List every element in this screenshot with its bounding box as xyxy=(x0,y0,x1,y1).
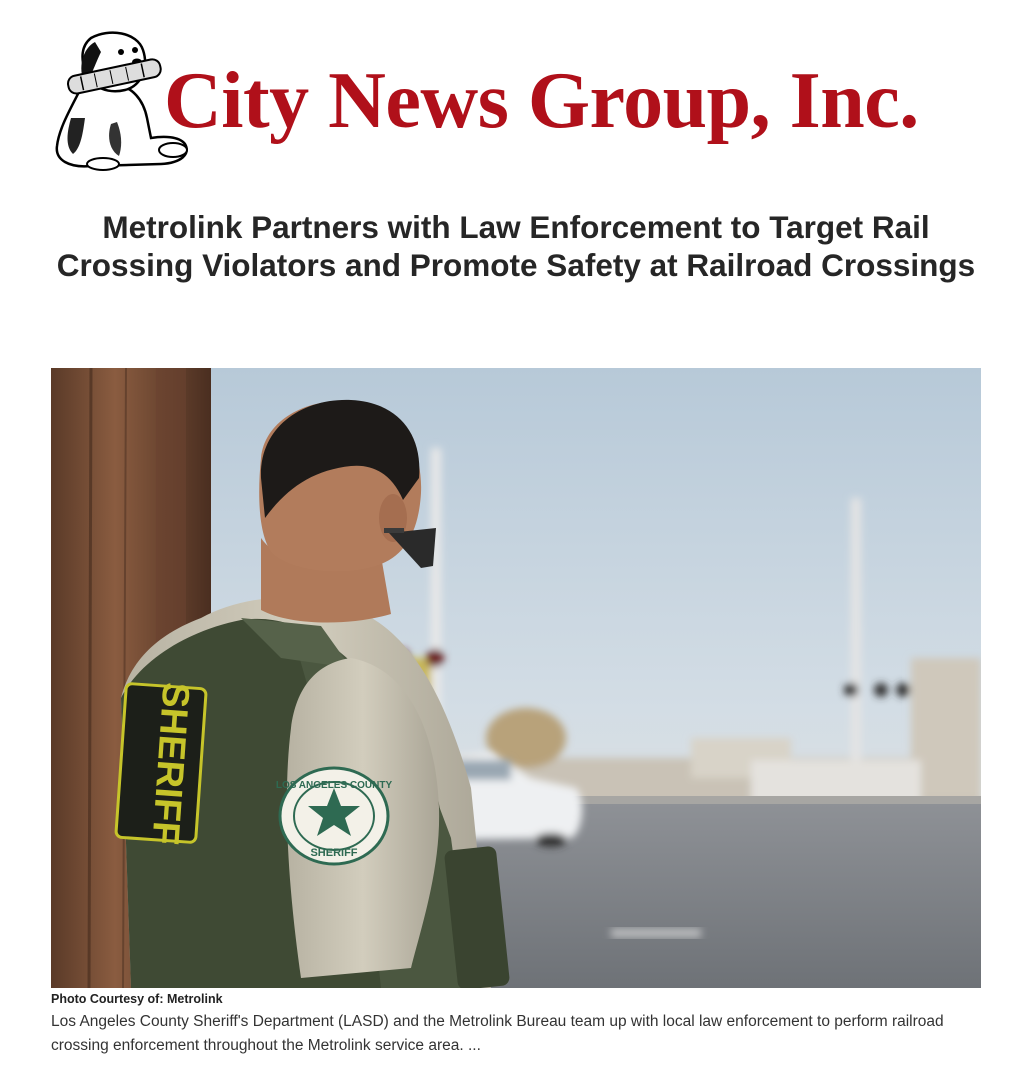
masthead[interactable] xyxy=(51,28,981,178)
article-title[interactable]: Metrolink Partners with Law Enforcement to Target Rail Crossing Violators and Promote Safety at Railroad Crossings xyxy=(56,209,976,283)
article-summary: Los Angeles County Sheriff's Department (LASD) and the Metrolink Bureau team up with local law enforcement to perform railroad crossing enforcement throughout the Metrolink service area. ... xyxy=(51,1013,944,1054)
vest-sheriff-panel xyxy=(116,681,207,846)
article-photo[interactable] xyxy=(51,368,981,988)
masthead-title[interactable]: City News Group, Inc. xyxy=(164,57,919,145)
patch-bottom-text: SHERIFF xyxy=(310,847,358,859)
photo-credit: Photo Courtesy of: Metrolink xyxy=(51,992,223,1006)
vest-text: SHERIFF xyxy=(143,680,197,847)
patch-text: LOS ANGELES COUNTY xyxy=(275,780,393,791)
